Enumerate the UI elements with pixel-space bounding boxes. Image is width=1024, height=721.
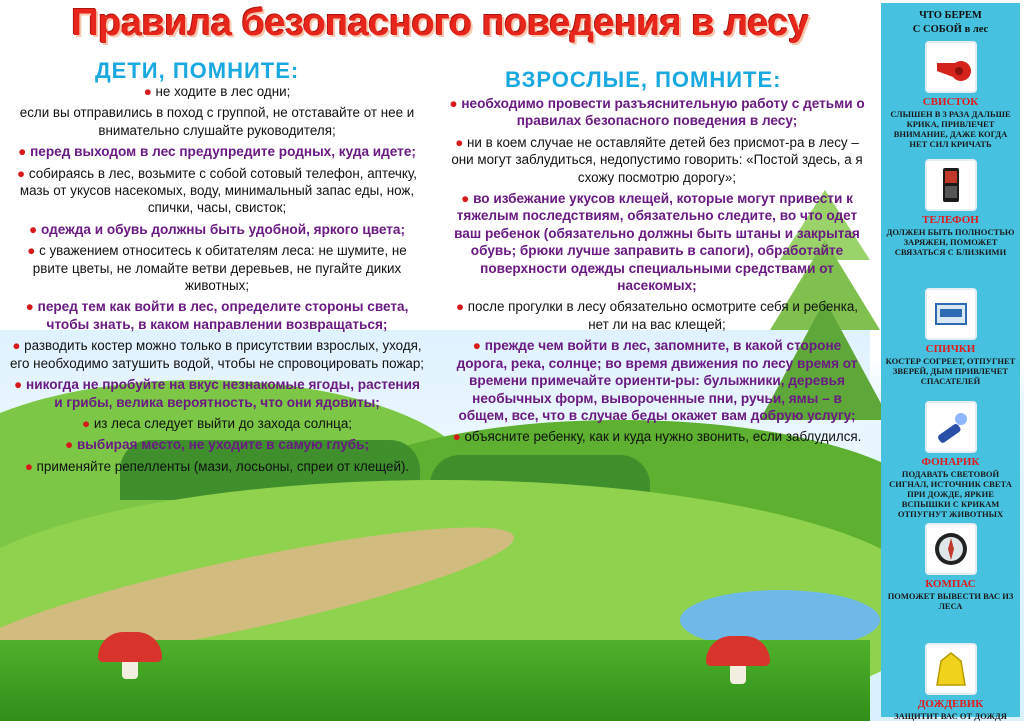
item-name: КОМПАС [925,578,976,590]
bullet-icon: ● [472,338,485,354]
bullet-icon: ● [24,458,37,474]
rule-text: прежде чем войти в лес, запомните, в какой стороне дорога, река, солнце; во время движения по лесу время от времени примечайте ориенти-ры: булыжники, деревья необычных форм, вывороченные пни, ручьи, ямы – в общем, все, что в случае беды окажет вам добрую услугу; [456,338,858,423]
rule-text: разводить костер можно только в присутствии взрослых, уходя, его необходимо затушить водой, чтобы не спровоцировать пожар; [9,338,425,371]
mushroom-icon [706,636,770,666]
rule-item [448,298,866,333]
rule-item [8,242,426,294]
adults-rules-list [448,95,866,450]
matches-icon [925,288,977,340]
rule-item [448,190,866,294]
rule-text: никогда не пробуйте на вкус незнакомые ягоды, растения и грибы, велика вероятность, что они ядовиты; [26,377,420,410]
item-description: ПОДАВАТЬ СВЕТОВОЙ СИГНАЛ, ИСТОЧНИК СВЕТА ПРИ ДОЖДЕ, ЯРКИЕ ВСПЫШКИ С КРИКАМ ОТПУГНУТ ЖИВОТНЫХ [889,469,1012,519]
rule-item [8,458,426,475]
sidebar-heading [881,9,1020,37]
rule-text: из леса следует выйти до захода солнца; [93,415,352,431]
rule-item [8,83,426,100]
sidebar-item [881,523,1020,611]
bullet-icon: ● [14,377,27,393]
page-title: Правила безопасного поведения в лесу [71,2,809,44]
sidebar-item [881,41,1020,149]
rule-item [8,337,426,372]
rule-text: с уважением относитесь к обитателям леса: не шумите, не рвите цветы, не ломайте ветви деревьев, не пугайте диких животных; [32,243,407,294]
bullet-icon: ● [455,134,468,150]
item-description: ДОЛЖЕН БЫТЬ ПОЛНОСТЬЮ ЗАРЯЖЕН, ПОМОЖЕТ СВЯЗАТЬСЯ С БЛИЗКИМИ [886,227,1015,257]
item-name: СВИСТОК [922,96,979,108]
rule-text: после прогулки в лесу обязательно осмотрите себя и ребенка, нет ли на вас клещей; [467,299,859,332]
rule-text: применяйте репелленты (мази, лосьоны, спреи от клещей). [36,458,410,474]
item-name: ТЕЛЕФОН [922,214,979,226]
children-rules-list [8,83,426,479]
rule-text: перед тем как войти в лес, определите стороны света, чтобы знать, в каком направлении возвращаться; [37,299,409,332]
sidebar-item [881,401,1020,519]
item-description: СЛЫШЕН В 3 РАЗА ДАЛЬШЕ КРИКА, ПРИВЛЕЧЕТ ВНИМАНИЕ, ДАЖЕ КОГДА НЕТ СИЛ КРИЧАТЬ [890,109,1011,149]
rule-item [8,104,426,139]
sidebar [881,3,1020,721]
bullet-icon: ● [28,221,41,237]
bullet-icon: ● [12,338,25,354]
rule-item [8,221,426,238]
whistle-icon [925,41,977,93]
rule-text: одежда и обувь должны быть удобной, яркого цвета; [40,221,406,237]
rule-item [448,95,866,130]
rule-item [8,298,426,333]
rule-text: ни в коем случае не оставляйте детей без присмот-ра в лесу – они могут заблудиться, недопустимо говорить: «Постой здесь, а я схожу посмотрю дорогу»; [451,134,863,185]
rule-item [8,436,426,453]
sidebar-item [881,159,1020,257]
rule-item [8,143,426,160]
bullet-icon: ● [449,96,462,111]
compass-icon [925,523,977,575]
bullet-icon: ● [64,437,77,453]
item-description: ПОМОЖЕТ ВЫВЕСТИ ВАС ИЗ ЛЕСА [887,591,1014,611]
rule-item [8,376,426,411]
rule-text: необходимо провести разъяснительную работу с детьми о правилах безопасного поведения в лесу; [461,96,865,129]
item-name: ДОЖДЕВИК [917,698,984,710]
bullet-icon: ● [25,299,38,315]
rule-text: если вы отправились в поход с группой, не отставайте от нее и внимательно слушайте руководителя; [19,105,415,138]
phone-icon [925,159,977,211]
rule-item [8,165,426,217]
mushroom-icon [98,632,162,662]
bullet-icon: ● [18,144,31,160]
bullet-icon: ● [455,299,468,315]
item-description: КОСТЕР СОГРЕЕТ, ОТПУГНЕТ ЗВЕРЕЙ, ДЫМ ПРИВЛЕЧЕТ СПАСАТЕЛЕЙ [885,356,1016,386]
rule-item [448,337,866,424]
raincoat-icon [925,643,977,695]
item-name: СПИЧКИ [925,343,976,355]
rule-item [448,134,866,186]
sidebar-item [881,288,1020,386]
bullet-icon: ● [27,243,40,259]
sidebar-heading-line1: ЧТО БЕРЕМ [919,10,982,21]
rule-text: перед выходом в лес предупредите родных, куда идете; [30,144,416,160]
bullet-icon: ● [452,429,465,445]
rule-text: собираясь в лес, возьмите с собой сотовый телефон, аптечку, мазь от укусов насекомых, воду, минимальный запас еды, нож, спички, часы, свисток; [19,165,417,216]
adults-heading: ВЗРОСЛЫЕ, ПОМНИТЕ: [505,67,782,92]
bullet-icon: ● [461,191,474,207]
item-name: ФОНАРИК [921,456,980,468]
item-description: ЗАЩИТИТ ВАС ОТ ДОЖДЯ [894,711,1007,721]
rule-text: во избежание укусов клещей, которые могут привести к тяжелым последствиям, обязательно следите, во что одет ваш ребенок (обязательно должны быть штаны и закрытая обувь; брюки лучше заправить в сапоги), обработайте поверхности одежды специальными средствами от насекомых; [454,191,860,294]
children-heading: ДЕТИ, ПОМНИТЕ: [95,58,300,83]
sidebar-heading-line2: С СОБОЙ в лес [912,24,989,35]
bullet-icon: ● [143,84,156,99]
flashlight-icon [925,401,977,453]
rule-text: объясните ребенку, как и куда нужно звонить, если заблудился. [464,429,862,445]
rule-item [8,415,426,432]
bullet-icon: ● [17,165,29,181]
sidebar-item [881,643,1020,721]
rule-text: выбирая место, не уходите в самую глубь; [76,437,370,453]
rule-text: не ходите в лес одни; [155,84,291,99]
rule-item [448,428,866,445]
bullet-icon: ● [82,415,94,431]
